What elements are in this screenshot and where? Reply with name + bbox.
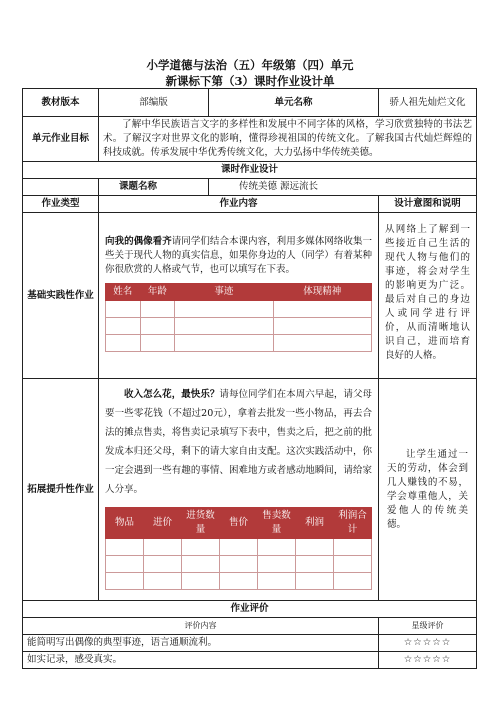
basic-record-table xyxy=(105,283,372,352)
table-cell[interactable] xyxy=(182,539,220,556)
unit-goal-text: 了解中华民族语言文字的多样性和发展中不同字体的风格，学习欣赏独特的书法艺术。了解汉字对世界文化的影响，懂得珍视祖国的传统文化。了解我国古代灿烂辉煌的科技成就。传承发展中华优秀传统文化，大力弘扬中华传统美德。 xyxy=(99,117,477,162)
table-cell[interactable] xyxy=(106,318,141,335)
table-cell[interactable] xyxy=(258,539,296,556)
table-cell[interactable] xyxy=(220,539,258,556)
extended-record-table xyxy=(105,507,372,590)
table-cell[interactable] xyxy=(182,556,220,573)
evaluation-star-label: 星级评价 xyxy=(379,618,477,635)
col-header-content: 作业内容 xyxy=(99,196,379,213)
lesson-header: 课时作业设计 xyxy=(23,162,477,179)
basic-content xyxy=(99,213,379,379)
table-cell[interactable] xyxy=(296,539,334,556)
table-cell[interactable] xyxy=(144,556,182,573)
table-cell[interactable] xyxy=(220,573,258,590)
table-cell[interactable] xyxy=(175,318,273,335)
extended-intent: 让学生通过一天的劳动，体会到几人赚钱的不易，学会尊重他人，关爱他人的传统美德。 xyxy=(379,379,477,601)
extended-type: 拓展提升性作业 xyxy=(23,379,99,601)
table-cell[interactable] xyxy=(334,539,372,556)
table-cell[interactable] xyxy=(296,573,334,590)
textbook-label: 教材版本 xyxy=(23,89,99,117)
table-cell[interactable] xyxy=(175,335,273,352)
table-cell[interactable] xyxy=(334,573,372,590)
topic-label: 课题名称 xyxy=(99,179,209,196)
ext-th-item: 物品 xyxy=(106,508,144,539)
table-cell[interactable] xyxy=(273,318,371,335)
ext-th-stock-qty: 进货数量 xyxy=(182,508,220,539)
table-cell[interactable] xyxy=(140,301,175,318)
ext-th-price: 售价 xyxy=(220,508,258,539)
basic-intent: 从网络上了解到一些接近自己生活的现代人物与他们的事迹，将会对学生的影响更为广泛。最后对自己的身边人或同学进行评价，从而清晰地认识自己，进而培育良好的人格。 xyxy=(379,213,477,379)
table-cell[interactable] xyxy=(273,301,371,318)
table-cell[interactable] xyxy=(140,318,175,335)
worksheet-table xyxy=(22,88,477,669)
unit-name-label: 单元名称 xyxy=(209,89,379,117)
basic-th-deeds: 事迹 xyxy=(175,284,273,301)
table-cell[interactable] xyxy=(334,556,372,573)
extended-lead: 收入怎么花，最快乐？ xyxy=(124,389,220,400)
extended-text: 请每位同学们在本周六早起，请父母要一些零花钱（不超过20元），拿着去批发一些小物品，再去合法的摊点售卖，将售卖记录填写下表中，售卖之后，把之前的批发成本归还父母，剩下的请大家自由支配。这次实践活动中，你一定会遇到一些有趣的事情、困难地方或者感动地瞬间，请给家人分享。 xyxy=(105,389,373,495)
table-cell[interactable] xyxy=(144,573,182,590)
table-cell[interactable] xyxy=(106,539,144,556)
table-cell[interactable] xyxy=(140,335,175,352)
textbook-value: 部编版 xyxy=(99,89,209,117)
table-cell[interactable] xyxy=(106,573,144,590)
basic-type: 基础实践性作业 xyxy=(23,213,99,379)
topic-value: 传统美德 源远流长 xyxy=(209,179,477,196)
basic-th-age: 年龄 xyxy=(140,284,175,301)
title-line-2: 新课标下第（3）课时作业设计单 xyxy=(165,74,335,88)
ext-th-profit-total: 利润合计 xyxy=(334,508,372,539)
table-cell[interactable] xyxy=(258,573,296,590)
evaluation-item-2: 如实记录，感受真实。 xyxy=(23,652,379,669)
evaluation-item-1: 能简明写出偶像的典型事迹，语言通顺流利。 xyxy=(23,635,379,652)
ext-th-sold-qty: 售卖数量 xyxy=(258,508,296,539)
table-cell[interactable] xyxy=(106,335,141,352)
table-cell[interactable] xyxy=(296,556,334,573)
basic-text: 请同学们结合本课内容，利用多媒体网络收集一些关于现代人物的真实信息，如果你身边的人（同学）有着某种你很欣赏的人格或气节，也可以填写在下表。 xyxy=(105,236,373,275)
basic-lead: 向我的偶像看齐 xyxy=(105,236,172,247)
evaluation-stars-1[interactable]: ☆☆☆☆☆ xyxy=(379,635,477,652)
basic-th-name: 姓名 xyxy=(106,284,141,301)
extended-content xyxy=(99,379,379,601)
evaluation-header: 作业评价 xyxy=(23,601,477,618)
evaluation-content-label: 评价内容 xyxy=(23,618,379,635)
table-cell[interactable] xyxy=(182,573,220,590)
table-cell[interactable] xyxy=(144,539,182,556)
ext-th-profit: 利润 xyxy=(296,508,334,539)
table-cell[interactable] xyxy=(273,335,371,352)
evaluation-stars-2[interactable]: ☆☆☆☆☆ xyxy=(379,652,477,669)
table-cell[interactable] xyxy=(106,301,141,318)
title-line-1: 小学道德与法治（五）年级第（四）单元 xyxy=(146,58,354,72)
table-cell[interactable] xyxy=(175,301,273,318)
unit-name-value: 骄人祖先灿烂文化 xyxy=(379,89,477,117)
table-cell[interactable] xyxy=(258,556,296,573)
table-cell[interactable] xyxy=(220,556,258,573)
unit-goal-label: 单元作业目标 xyxy=(23,117,99,162)
col-header-type: 作业类型 xyxy=(23,196,99,213)
col-header-intent: 设计意图和说明 xyxy=(379,196,477,213)
basic-th-spirit: 体现精神 xyxy=(273,284,371,301)
ext-th-cost: 进价 xyxy=(144,508,182,539)
table-cell[interactable] xyxy=(106,556,144,573)
